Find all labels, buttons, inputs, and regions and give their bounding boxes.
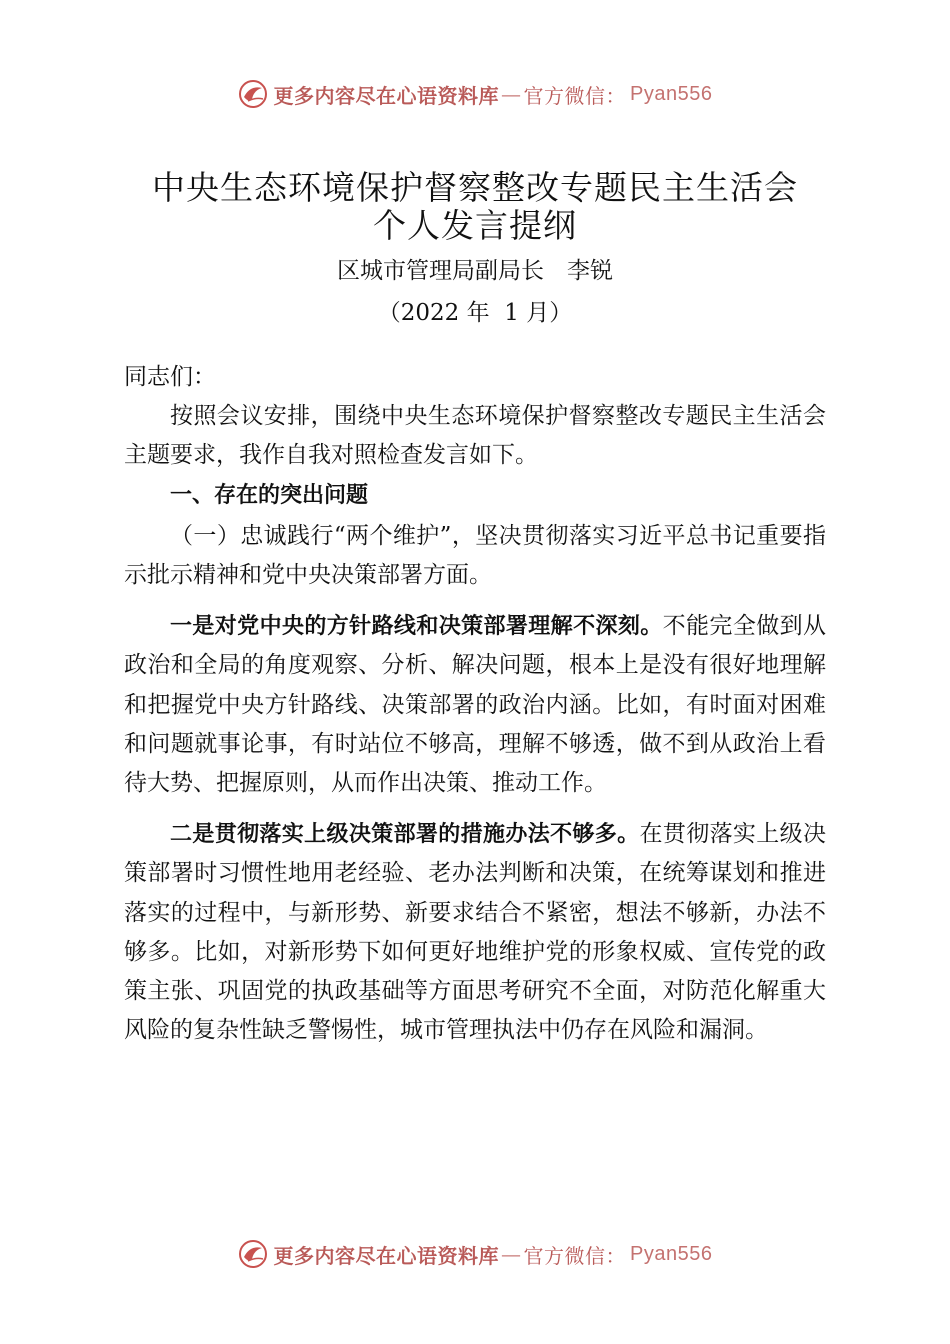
document-title-line1: 中央生态环境保护督察整改专题民主生活会 (152, 168, 798, 207)
intro-paragraph: 按照会议安排，围绕中央生态环境保护督察整改专题民主生活会主题要求，我作自我对照检查发言如下。 (124, 403, 826, 469)
point-2-paragraph (124, 815, 826, 1050)
point-2-lead: 二是贯彻落实上级决策部署的措施办法不够多。 (170, 822, 640, 848)
watermark-brand: 更多内容尽在心语资料库 (273, 83, 500, 108)
greeting: 同志们： (124, 364, 216, 390)
point-1-body: 不能完全做到从政治和全局的角度观察、分析、解决问题，根本上是没有很好地理解和把握党中央方针路线、决策部署的政治内涵。比如，有时面对困难和问题就事论事，有时站位不够高，理解不够透，做不到从政治上看待大势、把握原则，从而作出决策、推动工作。 (124, 613, 826, 797)
logo-icon (238, 79, 268, 109)
watermark-wechat-id: Pyan556 (630, 1242, 713, 1265)
subsection-heading: （一）忠诚践行“两个维护”，坚决贯彻落实习近平总书记重要指示批示精神和党中央决策部署方面。 (124, 522, 826, 589)
watermark-dash: — (501, 82, 522, 106)
watermark-header (0, 74, 950, 114)
watermark-footer (0, 1234, 950, 1274)
point-1-lead: 一是对党中央的方针路线和决策部署理解不深刻。 (170, 614, 663, 640)
watermark-wechat-id: Pyan556 (630, 82, 713, 105)
document-title-line2: 个人发言提纲 (373, 206, 577, 245)
section-heading: 一、存在的突出问题 (170, 482, 369, 508)
document-author: 区城市管理局副局长 李锐 (337, 258, 613, 284)
watermark-label: 官方微信： (523, 1243, 627, 1268)
watermark-dash: — (501, 1242, 522, 1266)
watermark-label: 官方微信： (523, 83, 627, 108)
point-2-body: 在贯彻落实上级决策部署时习惯性地用老经验、老办法判断和决策，在统筹谋划和推进落实的过程中，与新形势、新要求结合不紧密，想法不够新，办法不够多。比如，对新形势下如何更好地维护党的形象权威、宣传党的政策主张、巩固党的执政基础等方面思考研究不全面，对防范化解重大风险的复杂性缺乏警惕性，城市管理执法中仍存在风险和漏洞。 (124, 821, 826, 1044)
logo-icon (238, 1239, 268, 1269)
document-body (124, 358, 826, 1050)
point-1-paragraph (124, 607, 826, 803)
document-date: （2022 年 1 月） (377, 300, 573, 326)
watermark-brand: 更多内容尽在心语资料库 (273, 1243, 500, 1268)
